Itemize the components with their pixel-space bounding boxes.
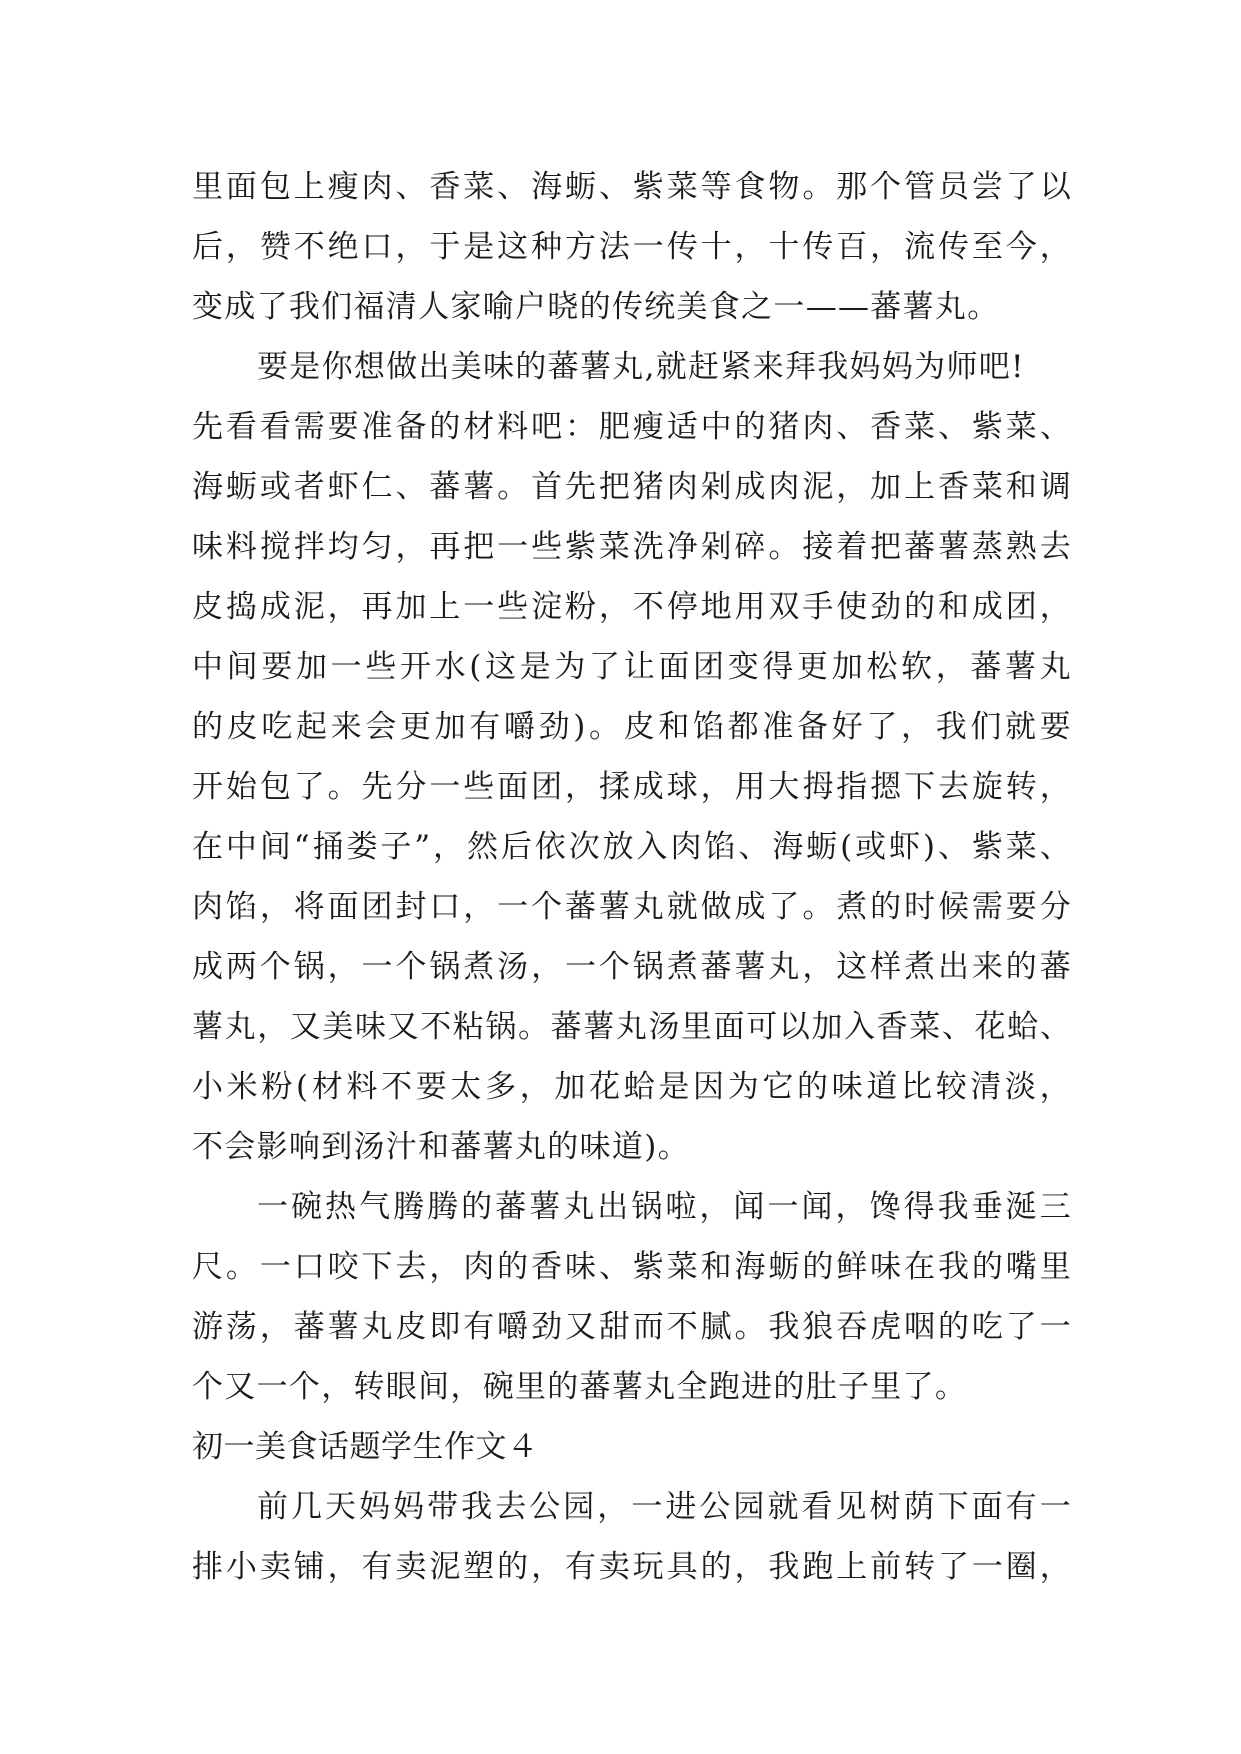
text-line: 小米粉(材料不要太多，加花蛤是因为它的味道比较清淡， [192, 1069, 1072, 1105]
text-line: 的皮吃起来会更加有嚼劲)。皮和馅都准备好了，我们就要 [192, 709, 1072, 745]
text-line: 味料搅拌均匀，再把一些紫菜洗净剁碎。接着把蕃薯蒸熟去 [192, 529, 1072, 565]
text-line: 开始包了。先分一些面团，揉成球，用大拇指摁下去旋转， [192, 769, 1072, 805]
section-heading: 初一美食话题学生作文４ [192, 1429, 539, 1465]
text-line: 变成了我们福清人家喻户晓的传统美食之一——蕃薯丸。 [192, 289, 1000, 325]
text-line: 在中间“捅娄子”，然后依次放入肉馅、海蛎(或虾)、紫菜、 [192, 829, 1072, 865]
text-line: 里面包上瘦肉、香菜、海蛎、紫菜等食物。那个管员尝了以 [192, 169, 1072, 205]
text-line: 尺。一口咬下去，肉的香味、紫菜和海蛎的鲜味在我的嘴里 [192, 1249, 1072, 1285]
text-line: 不会影响到汤汁和蕃薯丸的味道)。 [192, 1129, 690, 1165]
text-line: 游荡，蕃薯丸皮即有嚼劲又甜而不腻。我狼吞虎咽的吃了一 [192, 1309, 1072, 1345]
text-line: 排小卖铺，有卖泥塑的，有卖玩具的，我跑上前转了一圈， [192, 1549, 1072, 1585]
text-line: 后，赞不绝口，于是这种方法一传十，十传百，流传至今， [192, 229, 1072, 265]
paragraph-first-line: 前几天妈妈带我去公园，一进公园就看见树荫下面有一 [257, 1489, 1072, 1525]
text-line: 个又一个，转眼间，碗里的蕃薯丸全跑进的肚子里了。 [192, 1369, 968, 1405]
text-line: 皮捣成泥，再加上一些淀粉，不停地用双手使劲的和成团， [192, 589, 1072, 625]
text-line: 肉馅，将面团封口，一个蕃薯丸就做成了。煮的时候需要分 [192, 889, 1072, 925]
text-line: 成两个锅，一个锅煮汤，一个锅煮蕃薯丸，这样煮出来的蕃 [192, 949, 1072, 985]
text-line: 先看看需要准备的材料吧：肥瘦适中的猪肉、香菜、紫菜、 [192, 409, 1072, 445]
paragraph-first-line: 要是你想做出美味的蕃薯丸,就赶紧来拜我妈妈为师吧! [257, 349, 1025, 385]
text-line: 中间要加一些开水(这是为了让面团变得更加松软，蕃薯丸 [192, 649, 1072, 685]
text-line: 海蛎或者虾仁、蕃薯。首先把猪肉剁成肉泥，加上香菜和调 [192, 469, 1072, 505]
text-line: 薯丸，又美味又不粘锅。蕃薯丸汤里面可以加入香菜、花蛤、 [192, 1009, 1072, 1045]
paragraph-first-line: 一碗热气腾腾的蕃薯丸出锅啦，闻一闻，馋得我垂涎三 [257, 1189, 1072, 1225]
